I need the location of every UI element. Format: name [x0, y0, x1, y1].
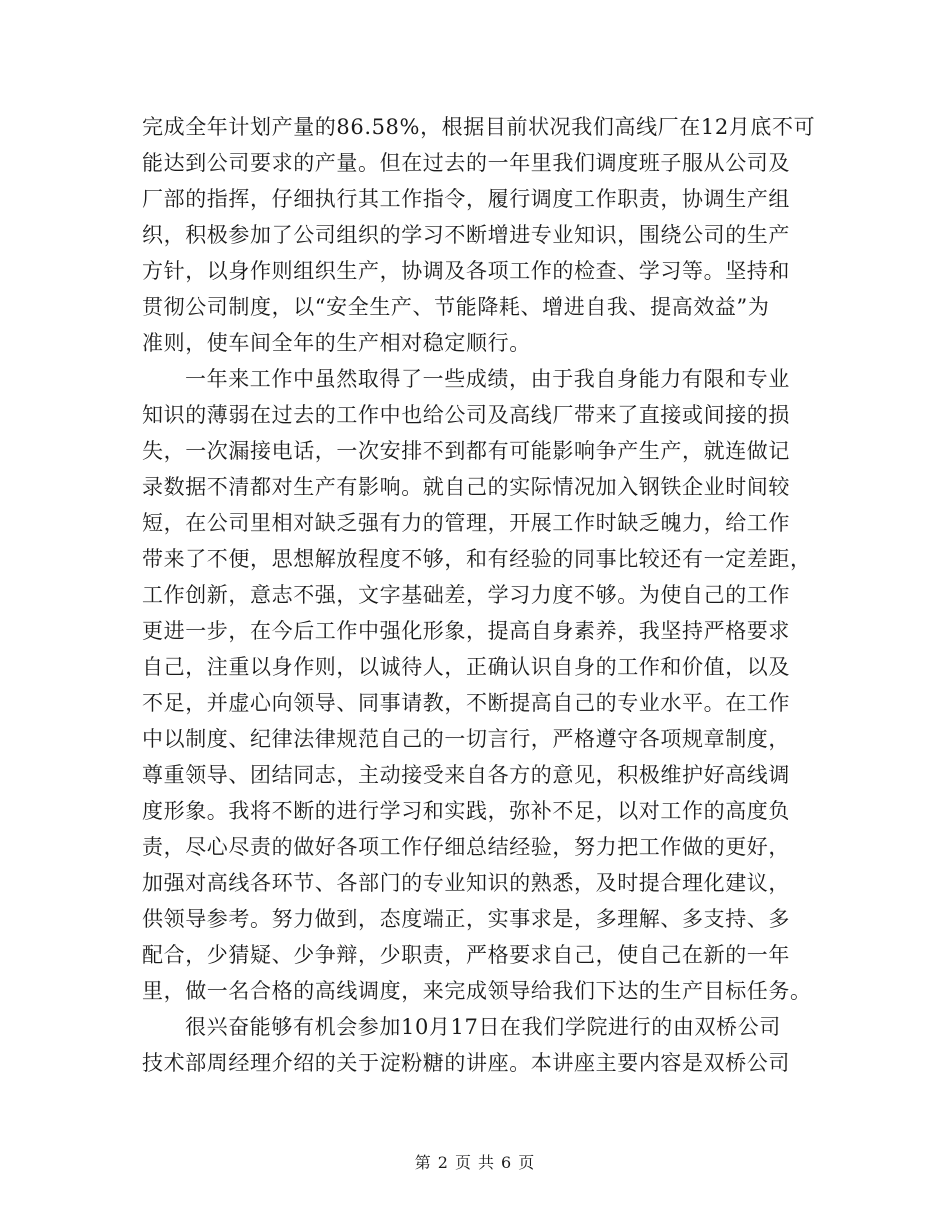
text-line-21: 责，尽心尽责的做好各项工作仔细总结经验，努力把工作做的更好，: [142, 835, 790, 859]
text-line-13: 带来了不便，思想解放程度不够，和有经验的同事比较还有一定差距，: [142, 547, 812, 571]
text-line-3: 厂部的指挥，仔细执行其工作指令，履行调度工作职责，协调生产组: [142, 187, 790, 211]
text-line-25: 里，做一名合格的高线调度，来完成领导给我们下达的生产目标任务。: [142, 979, 812, 1003]
text-line-15: 更进一步，在今后工作中强化形象，提高自身素养，我坚持严格要求: [142, 619, 790, 643]
text-line-8: 一年来工作中虽然取得了一些成绩，由于我自身能力有限和专业: [185, 367, 790, 391]
text-line-19: 尊重领导、团结同志，主动接受来自各方的意见，积极维护好高线调: [142, 763, 790, 787]
text-line-4: 织，积极参加了公司组织的学习不断增进专业知识，围绕公司的生产: [142, 223, 790, 247]
text-line-10: 失，一次漏接电话，一次安排不到都有可能影响争产生产，就连做记: [142, 439, 790, 463]
text-line-23: 供领导参考。努力做到，态度端正，实事求是，多理解、多支持、多: [142, 907, 790, 931]
page-footer: [0, 1150, 950, 1173]
footer-total-pages: 6: [501, 1153, 513, 1172]
text-line-17: 不足，并虚心向领导、同事请教，不断提高自己的专业水平。在工作: [142, 691, 790, 715]
text-line-22: 加强对高线各环节、各部门的专业知识的熟悉，及时提合理化建议，: [142, 871, 790, 895]
text-line-1: 完成全年计划产量的86.58%，根据目前状况我们高线厂在12月底不可: [142, 115, 816, 139]
text-line-2: 能达到公司要求的产量。但在过去的一年里我们调度班子服从公司及: [142, 151, 790, 175]
text-line-7: 准则，使车间全年的生产相对稳定顺行。: [142, 331, 531, 355]
text-line-9: 知识的薄弱在过去的工作中也给公司及高线厂带来了直接或间接的损: [142, 403, 790, 427]
footer-page-prefix: 第: [414, 1153, 432, 1172]
text-line-20: 度形象。我将不断的进行学习和实践，弥补不足，以对工作的高度负: [142, 799, 790, 823]
text-line-24: 配合，少猜疑、少争辩，少职责，严格要求自己，使自己在新的一年: [142, 943, 790, 967]
text-line-16: 自己，注重以身作则，以诚待人，正确认识自身的工作和价值，以及: [142, 655, 790, 679]
text-line-18: 中以制度、纪律法律规范自己的一切言行，严格遵守各项规章制度，: [142, 727, 790, 751]
text-line-5: 方针，以身作则组织生产，协调及各项工作的检查、学习等。坚持和: [142, 259, 790, 283]
text-line-12: 短，在公司里相对缺乏强有力的管理，开展工作时缺乏魄力，给工作: [142, 511, 790, 535]
text-line-26: 很兴奋能够有机会参加10月17日在我们学院进行的由双桥公司: [185, 1015, 781, 1039]
footer-total-label: 页: [518, 1153, 536, 1172]
text-line-14: 工作创新，意志不强，文字基础差，学习力度不够。为使自己的工作: [142, 583, 790, 607]
footer-page-label: 页: [454, 1153, 472, 1172]
text-line-6: 贯彻公司制度，以“安全生产、节能降耗、增进自我、提高效益”为: [142, 295, 770, 319]
text-line-11: 录数据不清都对生产有影响。就自己的实际情况加入钢铁企业时间较: [142, 475, 790, 499]
footer-page-number: 2: [437, 1153, 449, 1172]
footer-total-prefix: 共: [478, 1153, 496, 1172]
text-line-27: 技术部周经理介绍的关于淀粉糖的讲座。本讲座主要内容是双桥公司: [142, 1051, 790, 1075]
